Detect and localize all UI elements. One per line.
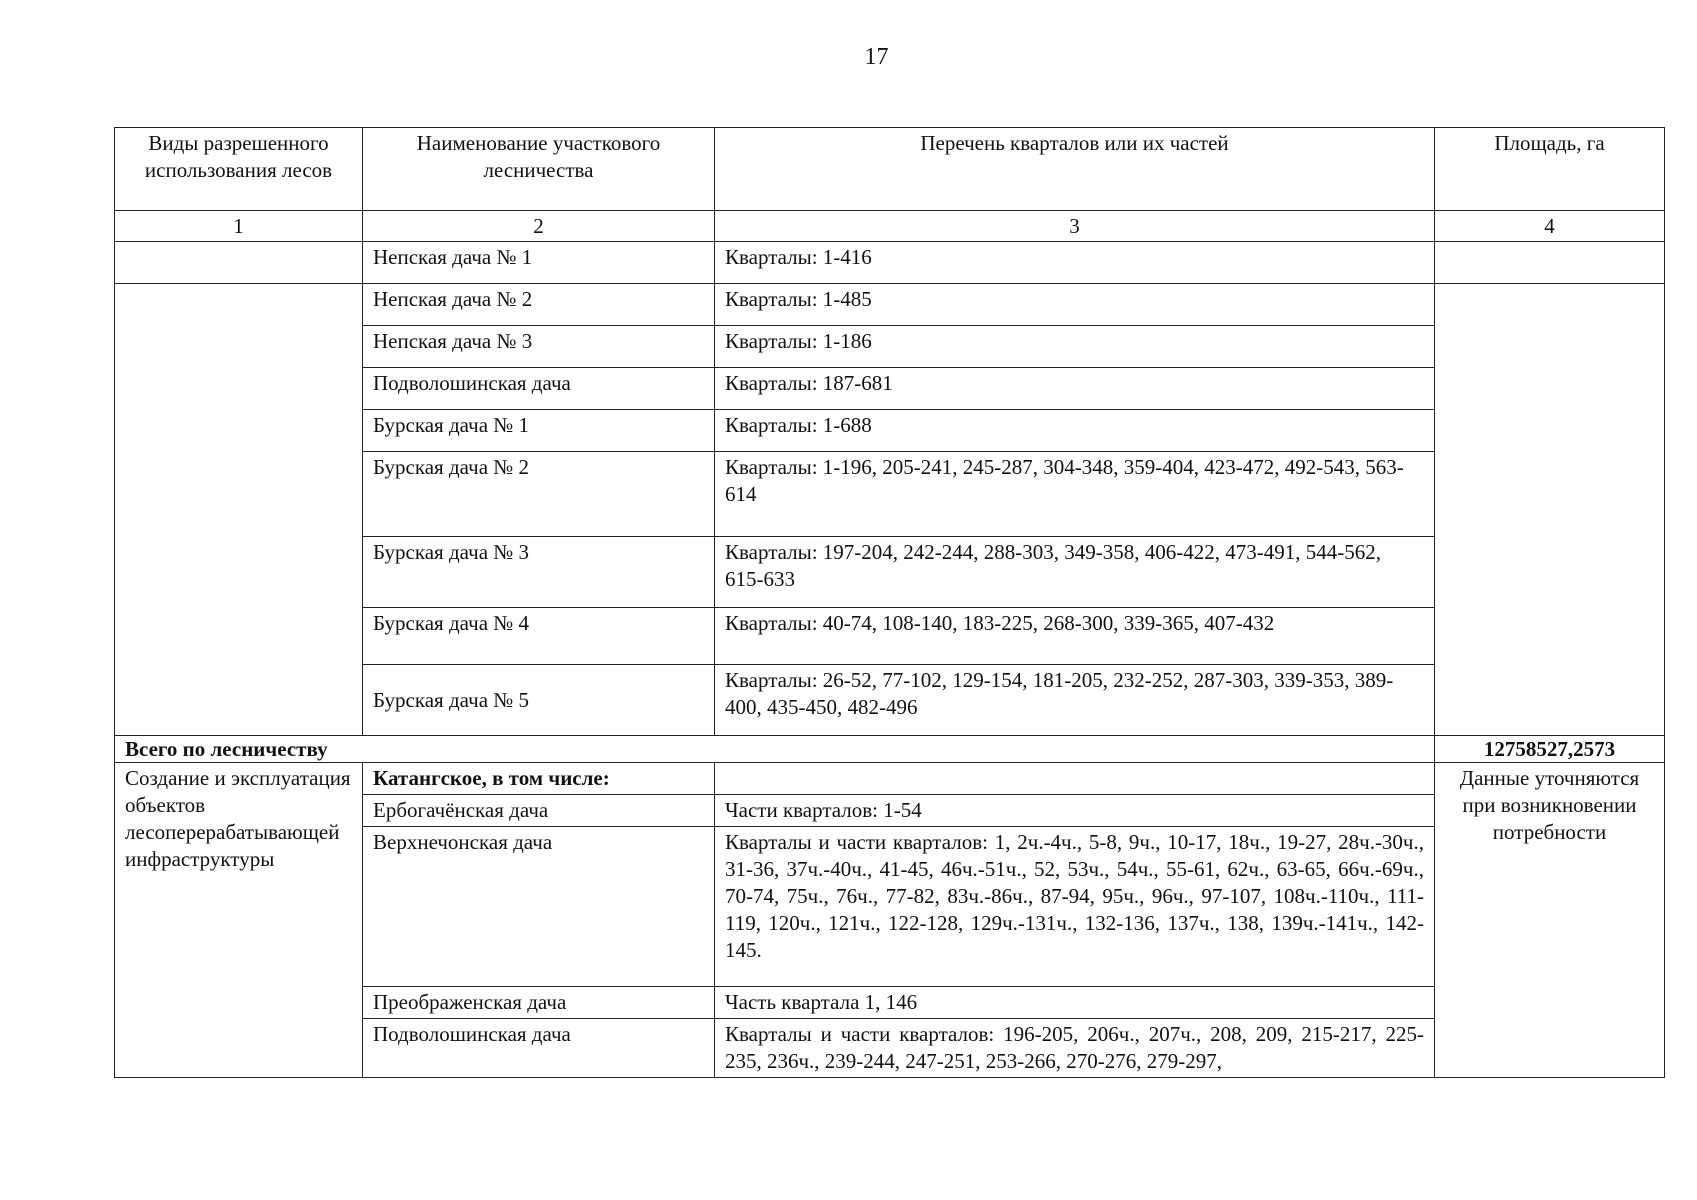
use-type-cell bbox=[115, 242, 363, 284]
area-note: Данные уточняются при возникновении потребности bbox=[1435, 763, 1665, 1078]
quarters-list: Кварталы: 197-204, 242-244, 288-303, 349-358, 406-422, 473-491, 544-562, 615-633 bbox=[715, 537, 1435, 608]
column-number-row bbox=[115, 211, 1665, 242]
use-type-cell bbox=[115, 284, 363, 736]
quarters-list: Кварталы: 1-688 bbox=[715, 410, 1435, 452]
forestry-name: Бурская дача № 3 bbox=[363, 537, 715, 608]
forestry-name: Бурская дача № 4 bbox=[363, 608, 715, 665]
quarters-list: Кварталы: 26-52, 77-102, 129-154, 181-205, 232-252, 287-303, 339-353, 389-400, 435-450, 482-496 bbox=[715, 665, 1435, 736]
header-forestry-name: Наименование участкового лесничества bbox=[363, 128, 715, 211]
quarters-list: Части кварталов: 1-54 bbox=[715, 795, 1435, 827]
quarters-list: Кварталы: 187-681 bbox=[715, 368, 1435, 410]
use-type-cell: Создание и эксплуатация объектов лесоперерабатывающей инфраструктуры bbox=[115, 763, 363, 1078]
forestry-name: Бурская дача № 1 bbox=[363, 410, 715, 452]
forestry-name: Непская дача № 1 bbox=[363, 242, 715, 284]
forestry-name: Подволошинская дача bbox=[363, 1019, 715, 1078]
header-area: Площадь, га bbox=[1435, 128, 1665, 211]
quarters-list: Кварталы: 1-485 bbox=[715, 284, 1435, 326]
forest-use-table bbox=[114, 127, 1665, 1078]
forestry-name: Преображенская дача bbox=[363, 987, 715, 1019]
area-cell bbox=[1435, 284, 1665, 736]
column-number: 1 bbox=[115, 211, 363, 242]
forestry-name: Бурская дача № 2 bbox=[363, 452, 715, 537]
quarters-list: Часть квартала 1, 146 bbox=[715, 987, 1435, 1019]
quarters-list: Кварталы и части кварталов: 1, 2ч.-4ч., 5-8, 9ч., 10-17, 18ч., 19-27, 28ч.-30ч., 31-36, 37ч.-40ч., 41-45, 46ч.-51ч., 52, 53ч., 54ч., 55-61, 62ч., 63-65, 66ч.-69ч., 70-74, 75ч., 76ч., 77-82, 83ч.-86ч., 87-94, 95ч., 96ч., 97-107, 108ч.-110ч., 111-119, 120ч., 121ч., 122-128, 129ч.-131ч., 132-136, 137ч., 138, 139ч.-141ч., 142-145. bbox=[715, 827, 1435, 987]
column-number: 3 bbox=[715, 211, 1435, 242]
quarters-list bbox=[715, 763, 1435, 795]
quarters-list: Кварталы: 1-186 bbox=[715, 326, 1435, 368]
page-number: 17 bbox=[864, 44, 889, 70]
table-row bbox=[115, 242, 1665, 284]
quarters-list: Кварталы: 1-416 bbox=[715, 242, 1435, 284]
forestry-name: Бурская дача № 5 bbox=[363, 665, 715, 736]
header-use-type: Виды разрешенного использования лесов bbox=[115, 128, 363, 211]
total-area-value: 12758527,2573 bbox=[1435, 736, 1665, 763]
quarters-list: Кварталы: 1-196, 205-241, 245-287, 304-348, 359-404, 423-472, 492-543, 563-614 bbox=[715, 452, 1435, 537]
total-row bbox=[115, 736, 1665, 763]
column-number: 2 bbox=[363, 211, 715, 242]
total-label: Всего по лесничеству bbox=[115, 736, 1435, 763]
column-number: 4 bbox=[1435, 211, 1665, 242]
header-quarters-list: Перечень кварталов или их частей bbox=[715, 128, 1435, 211]
forestry-name: Подволошинская дача bbox=[363, 368, 715, 410]
area-cell bbox=[1435, 242, 1665, 284]
quarters-list: Кварталы: 40-74, 108-140, 183-225, 268-300, 339-365, 407-432 bbox=[715, 608, 1435, 665]
group-heading: Катангское, в том числе: bbox=[363, 763, 715, 795]
table-header-row bbox=[115, 128, 1665, 211]
forestry-name: Ербогачёнская дача bbox=[363, 795, 715, 827]
quarters-list: Кварталы и части кварталов: 196-205, 206ч., 207ч., 208, 209, 215-217, 225-235, 236ч., 239-244, 247-251, 253-266, 270-276, 279-297, bbox=[715, 1019, 1435, 1078]
table-row bbox=[115, 763, 1665, 795]
forestry-name: Верхнечонская дача bbox=[363, 827, 715, 987]
forestry-name: Непская дача № 2 bbox=[363, 284, 715, 326]
table-row bbox=[115, 284, 1665, 326]
forestry-name: Непская дача № 3 bbox=[363, 326, 715, 368]
